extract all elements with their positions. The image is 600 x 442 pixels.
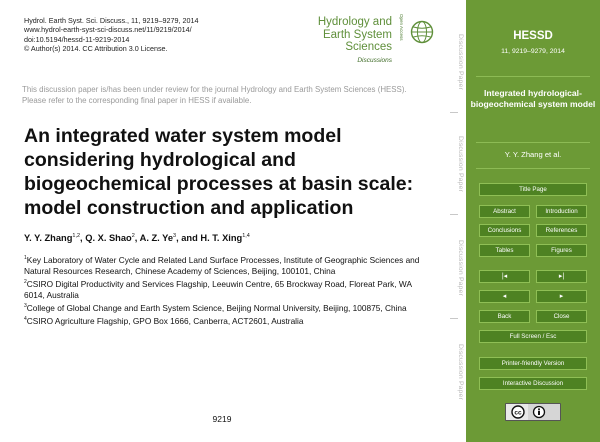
affiliation-text: College of Global Change and Earth System Science, Beijing Normal University, Beijing, 100875, China — [26, 302, 407, 313]
affiliation-text: CSIRO Digital Productivity and Services Flagship, Leeuwin Centre, 65 Brockway Road, Floreat Park, WA 6014, Australia — [24, 278, 412, 300]
affiliation — [24, 277, 434, 301]
last-page-button[interactable] — [536, 270, 587, 283]
journal-logo-name — [318, 16, 392, 67]
panel-divider — [476, 76, 590, 77]
discussion-paper-label: Discussion Paper — [457, 33, 464, 91]
affiliation-number: 4 — [24, 315, 27, 322]
panel-divider — [476, 142, 590, 143]
affiliation — [24, 253, 434, 277]
skip-first-icon: |◂ — [501, 273, 508, 280]
globe-icon — [410, 20, 434, 44]
affiliation-number: 3 — [24, 302, 27, 309]
review-notice: This discussion paper is/has been under review for the journal Hydrology and Earth System Sciences (HESS). Please refer to the corresponding final paper in HESS if available. — [22, 85, 407, 105]
citation-block — [24, 16, 198, 54]
figures-button[interactable]: Figures — [536, 244, 587, 257]
previous-icon: ◂ — [502, 293, 507, 300]
volume-pages: 11, 9219–9279, 2014 — [501, 48, 565, 55]
doi-line: doi:10.5194/hessd-11-9219-2014 — [24, 34, 130, 44]
cc-by-icon[interactable] — [505, 403, 561, 421]
author-list — [24, 233, 250, 243]
strip-divider — [450, 214, 458, 215]
author-affiliation-mark: 1,2 — [72, 233, 81, 239]
skip-last-icon: ▸| — [558, 273, 565, 280]
introduction-button[interactable]: Introduction — [536, 205, 587, 218]
journal-logo-line: Sciences — [345, 41, 392, 53]
navigation-panel — [466, 0, 600, 442]
author-separator: , and — [176, 233, 201, 244]
svg-text:cc: cc — [514, 409, 522, 417]
discussion-paper-label: Discussion Paper — [457, 343, 464, 401]
fullscreen-button[interactable]: Full Screen / Esc — [479, 330, 587, 343]
author-affiliation-mark: 1,4 — [242, 233, 250, 239]
journal-logo-line: Hydrology and — [317, 16, 392, 28]
discussion-paper-strip — [442, 0, 466, 442]
title-page-button[interactable]: Title Page — [479, 183, 587, 196]
affiliation-text: CSIRO Agriculture Flagship, GPO Box 1666, Canberra, ACT2601, Australia — [26, 315, 304, 326]
next-button[interactable] — [536, 290, 587, 303]
author-name: Q. X. Shao — [85, 233, 132, 244]
tables-button[interactable]: Tables — [479, 244, 530, 257]
citation-line: Hydrol. Earth Syst. Sci. Discuss., 11, 9219–9279, 2014 — [24, 16, 199, 25]
journal-abbreviation: HESSD — [513, 30, 553, 42]
page-number: 9219 — [212, 414, 232, 424]
panel-divider — [476, 168, 590, 169]
strip-divider — [450, 318, 458, 319]
affiliation — [24, 301, 434, 314]
short-title: Integrated hydrological-biogeochemical system model — [470, 88, 596, 109]
author-affiliation-mark: 2 — [131, 233, 135, 239]
discussion-paper-label: Discussion Paper — [457, 239, 464, 297]
paper-title: An integrated water system model considering hydrological and biogeochemical processes at basin scale: model construction and application — [24, 125, 414, 219]
journal-logo — [312, 14, 440, 70]
short-author: Y. Y. Zhang et al. — [504, 150, 562, 159]
url-line: www.hydrol-earth-syst-sci-discuss.net/11/9219/2014/ — [24, 25, 192, 35]
first-page-button[interactable] — [479, 270, 530, 283]
previous-button[interactable] — [479, 290, 530, 303]
journal-logo-line: Earth System — [322, 28, 392, 41]
journal-logo-subtitle: Discussions — [357, 56, 392, 64]
license-badge — [506, 404, 560, 420]
author-name: Y. Y. Zhang — [24, 233, 73, 244]
affiliation — [24, 314, 434, 327]
back-button[interactable]: Back — [479, 310, 530, 323]
close-button[interactable]: Close — [536, 310, 587, 323]
conclusions-button[interactable]: Conclusions — [479, 224, 530, 237]
open-access-label: Open Access — [399, 14, 404, 41]
license-line: © Author(s) 2014. CC Attribution 3.0 License. — [24, 44, 168, 54]
strip-divider — [450, 112, 458, 113]
interactive-discussion-button[interactable]: Interactive Discussion — [479, 377, 587, 390]
affiliation-number: 2 — [24, 278, 27, 285]
affiliation-number: 1 — [24, 255, 27, 261]
abstract-button[interactable]: Abstract — [479, 205, 530, 218]
author-separator: , — [80, 233, 86, 244]
author-affiliation-mark: 3 — [173, 233, 177, 239]
author-name: H. T. Xing — [200, 233, 243, 244]
author-name: A. Z. Ye — [139, 233, 174, 244]
printer-friendly-button[interactable]: Printer-friendly Version — [479, 357, 587, 370]
affiliation-text: Key Laboratory of Water Cycle and Related Land Surface Processes, Institute of Geographic Sciences and Natural Resources Research, Chinese Academy of Sciences, Beijing, 100101, China — [24, 254, 420, 276]
discussion-paper-label: Discussion Paper — [457, 135, 464, 193]
next-icon: ▸ — [559, 293, 564, 300]
references-button[interactable]: References — [536, 224, 587, 237]
affiliation-list — [24, 253, 434, 327]
author-separator: , — [134, 233, 140, 244]
